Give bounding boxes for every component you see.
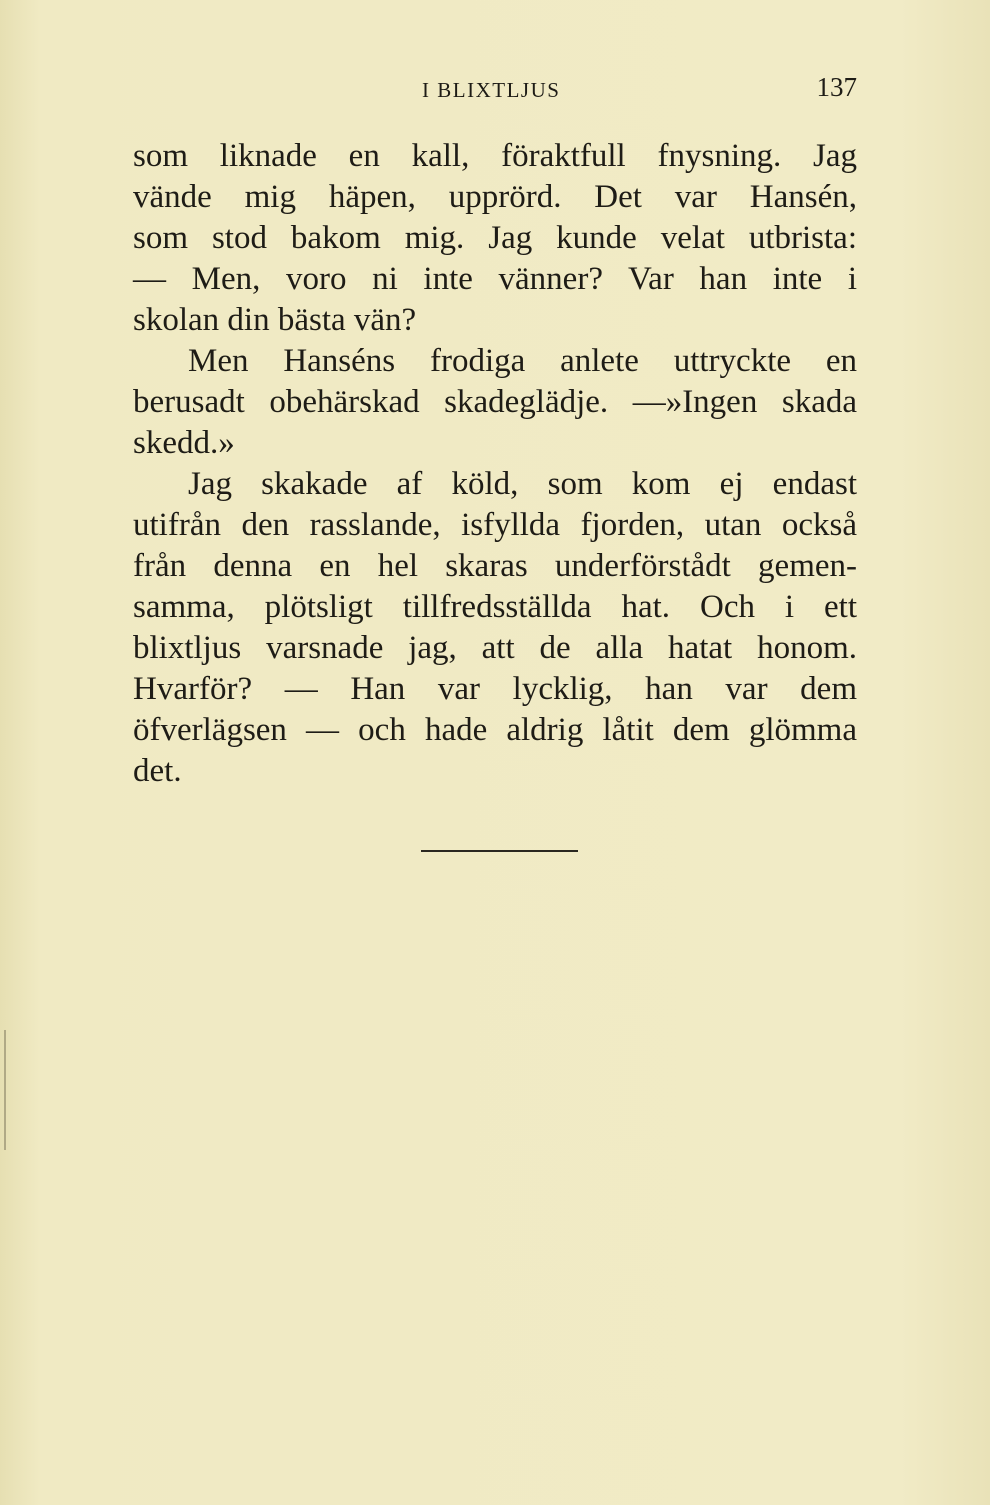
text-line: som liknade en kall, föraktfull fnysning. Jag <box>133 138 857 174</box>
text-line: blixtljus varsnade jag, att de alla hatat honom. <box>133 630 857 666</box>
section-end-rule <box>421 850 578 852</box>
text-line: öfverlägsen — och hade aldrig låtit dem glömma <box>133 712 857 748</box>
body-text <box>133 136 857 792</box>
text-line: som stod bakom mig. Jag kunde velat utbrista: <box>133 220 857 256</box>
running-header <box>132 72 857 108</box>
page-edge-mark <box>4 1030 6 1150</box>
text-line: skedd.» <box>133 425 235 461</box>
text-line: Men Hanséns frodiga anlete uttryckte en <box>188 343 857 379</box>
text-line: samma, plötsligt tillfredsställda hat. Och i ett <box>133 589 857 625</box>
text-line: berusadt obehärskad skadeglädje. —»Ingen skada <box>133 384 857 420</box>
text-line: vände mig häpen, upprörd. Det var Hansén, <box>133 179 857 215</box>
text-line: det. <box>133 753 182 789</box>
text-line: utifrån den rasslande, isfyllda fjorden, utan också <box>133 507 857 543</box>
text-line: från denna en hel skaras underförstådt gemen- <box>133 548 857 584</box>
text-line: skolan din bästa vän? <box>133 302 417 338</box>
text-line: — Men, voro ni inte vänner? Var han inte i <box>133 261 857 297</box>
text-line: Hvarför? — Han var lycklig, han var dem <box>133 671 857 707</box>
running-title: I BLIXTLJUS <box>422 78 561 102</box>
text-line: Jag skakade af köld, som kom ej endast <box>188 466 857 502</box>
page-number: 137 <box>816 72 857 102</box>
